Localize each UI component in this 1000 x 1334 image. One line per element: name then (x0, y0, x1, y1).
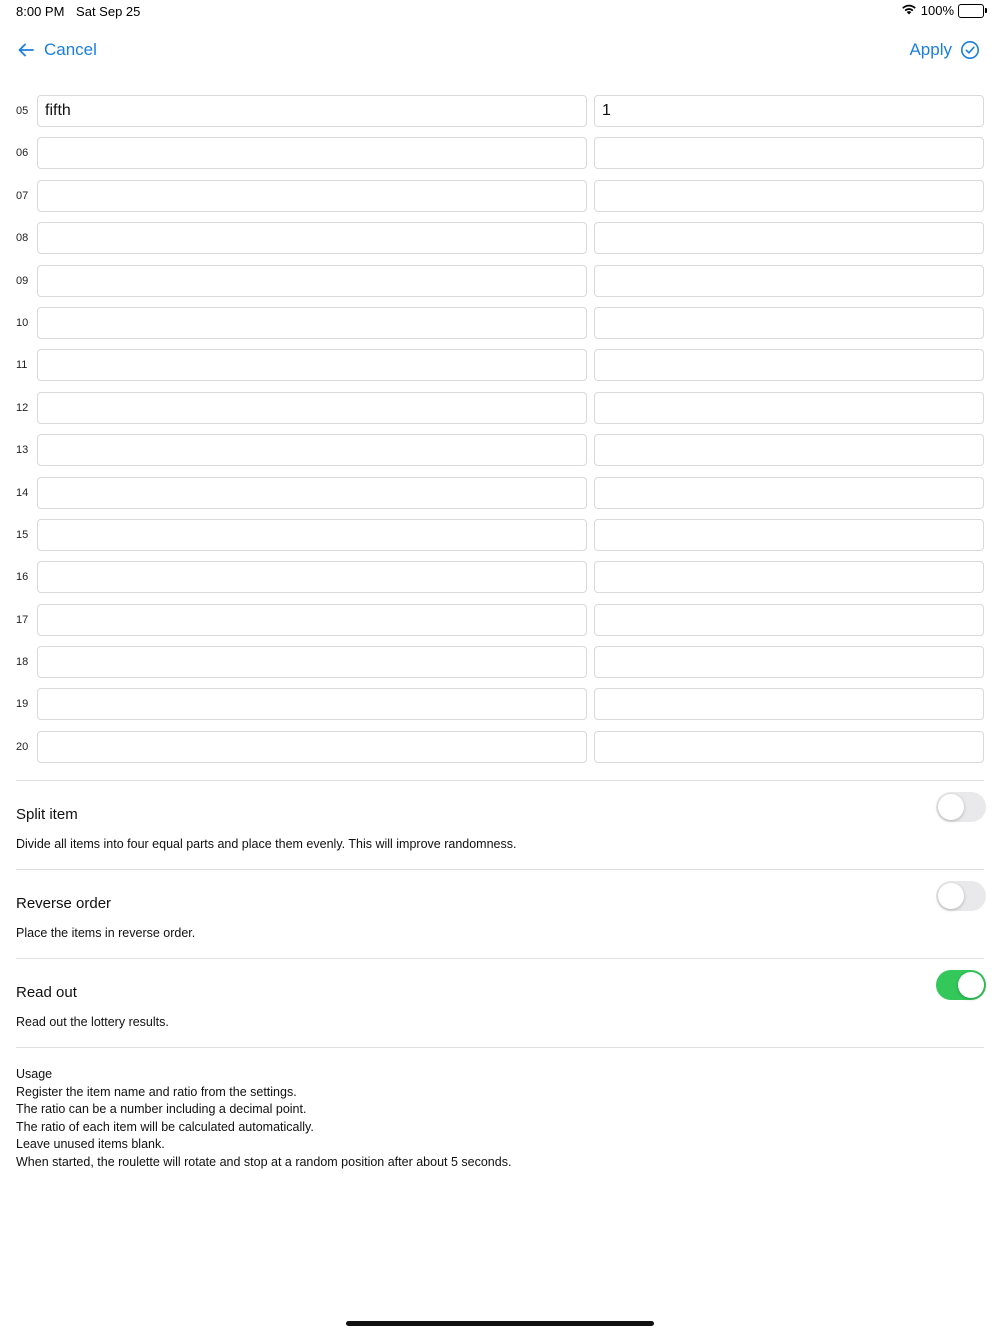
item-row (0, 688, 1000, 730)
status-indicators (901, 3, 984, 18)
setting-split-item (16, 806, 986, 851)
row-number: 13 (16, 444, 29, 457)
usage-line: The ratio can be a number including a decimal point. (16, 1102, 307, 1116)
item-row (0, 307, 1000, 349)
toggle-knob (938, 794, 964, 820)
divider (16, 869, 984, 870)
row-number: 12 (16, 401, 29, 414)
row-number: 05 (16, 105, 29, 117)
item-ratio-input[interactable] (594, 604, 984, 636)
item-name-input[interactable] (37, 561, 587, 593)
item-name-input[interactable] (37, 137, 587, 169)
row-number: 17 (16, 613, 29, 626)
nav-bar (0, 36, 1000, 72)
item-row (0, 392, 1000, 434)
usage-line: Leave unused items blank. (16, 1137, 165, 1151)
item-row (0, 265, 1000, 307)
item-ratio-input[interactable] (594, 392, 984, 424)
setting-description: Divide all items into four equal parts and place them evenly. This will improve randomness. (16, 837, 517, 851)
row-number: 18 (16, 656, 29, 669)
item-row (0, 434, 1000, 476)
item-ratio-input[interactable] (594, 137, 984, 169)
arrow-left-icon (16, 40, 36, 60)
reverse-order-toggle[interactable] (936, 881, 986, 911)
item-name-input[interactable] (37, 646, 587, 678)
setting-reverse-order (16, 895, 986, 940)
battery-icon (958, 4, 984, 18)
item-row (0, 604, 1000, 646)
item-name-input[interactable] (37, 688, 587, 720)
setting-description: Place the items in reverse order. (16, 926, 196, 940)
row-number: 10 (16, 316, 29, 329)
item-row (0, 95, 1000, 137)
usage-heading: Usage (16, 1067, 53, 1081)
divider (16, 780, 984, 781)
setting-title: Split item (16, 806, 78, 823)
item-ratio-input[interactable] (594, 519, 984, 551)
status-date: Sat Sep 25 (76, 4, 141, 19)
divider (16, 958, 984, 959)
item-ratio-input[interactable] (594, 265, 984, 297)
item-name-input[interactable] (37, 222, 587, 254)
usage-line: Register the item name and ratio from the settings. (16, 1084, 297, 1099)
item-name-input[interactable] (37, 392, 587, 424)
check-circle-icon (960, 40, 980, 60)
item-name-input[interactable] (37, 180, 587, 212)
row-number: 15 (16, 528, 29, 541)
divider (16, 1047, 984, 1048)
cancel-button[interactable] (16, 40, 97, 60)
item-ratio-input[interactable] (594, 688, 984, 720)
item-row (0, 731, 1000, 773)
setting-description: Read out the lottery results. (16, 1015, 169, 1029)
item-ratio-input[interactable] (594, 477, 984, 509)
item-ratio-input[interactable] (594, 180, 984, 212)
item-ratio-input[interactable] (594, 731, 984, 763)
item-ratio-input[interactable] (594, 95, 984, 127)
row-number: 14 (16, 486, 29, 499)
item-row (0, 349, 1000, 391)
row-number: 20 (16, 740, 29, 753)
item-name-input[interactable] (37, 477, 587, 509)
item-row (0, 646, 1000, 688)
setting-title: Reverse order (16, 895, 112, 912)
item-name-input[interactable] (37, 731, 587, 763)
row-number: 07 (16, 189, 29, 202)
item-name-input[interactable] (37, 519, 587, 551)
cancel-label: Cancel (44, 40, 97, 59)
item-ratio-input[interactable] (594, 307, 984, 339)
apply-label: Apply (909, 40, 952, 59)
apply-button[interactable] (909, 40, 980, 60)
row-number: 09 (16, 274, 29, 287)
read-out-toggle[interactable] (936, 970, 986, 1000)
item-name-input[interactable] (37, 349, 587, 381)
item-name-input[interactable] (37, 307, 587, 339)
row-number: 16 (16, 571, 29, 584)
item-name-input[interactable] (37, 265, 587, 297)
wifi-icon (901, 3, 917, 18)
item-row (0, 561, 1000, 603)
item-list (0, 95, 1000, 773)
usage-line: The ratio of each item will be calculated automatically. (16, 1119, 314, 1134)
setting-title: Read out (16, 984, 77, 1001)
toggle-knob (958, 972, 984, 998)
item-row (0, 137, 1000, 179)
item-ratio-input[interactable] (594, 646, 984, 678)
item-ratio-input[interactable] (594, 434, 984, 466)
split-item-toggle[interactable] (936, 792, 986, 822)
row-number: 06 (16, 147, 29, 160)
item-row (0, 477, 1000, 519)
item-row (0, 180, 1000, 222)
item-row (0, 519, 1000, 561)
setting-read-out (16, 984, 986, 1029)
toggle-knob (938, 883, 964, 909)
usage-line: When started, the roulette will rotate and stop at a random position after about 5 seconds. (16, 1154, 512, 1169)
item-name-input[interactable] (37, 604, 587, 636)
usage-section (16, 1066, 511, 1171)
status-bar (0, 0, 1000, 24)
home-indicator (346, 1321, 654, 1326)
item-name-input[interactable] (37, 434, 587, 466)
item-name-input[interactable] (37, 95, 587, 127)
battery-percent: 100% (920, 3, 954, 18)
status-time-date (16, 4, 148, 19)
item-ratio-input[interactable] (594, 561, 984, 593)
status-time: 8:00 PM (16, 4, 65, 19)
row-number: 19 (16, 698, 29, 711)
item-ratio-input[interactable] (594, 349, 984, 381)
row-number: 11 (16, 359, 28, 372)
row-number: 08 (16, 232, 29, 245)
item-row (0, 222, 1000, 264)
item-ratio-input[interactable] (594, 222, 984, 254)
